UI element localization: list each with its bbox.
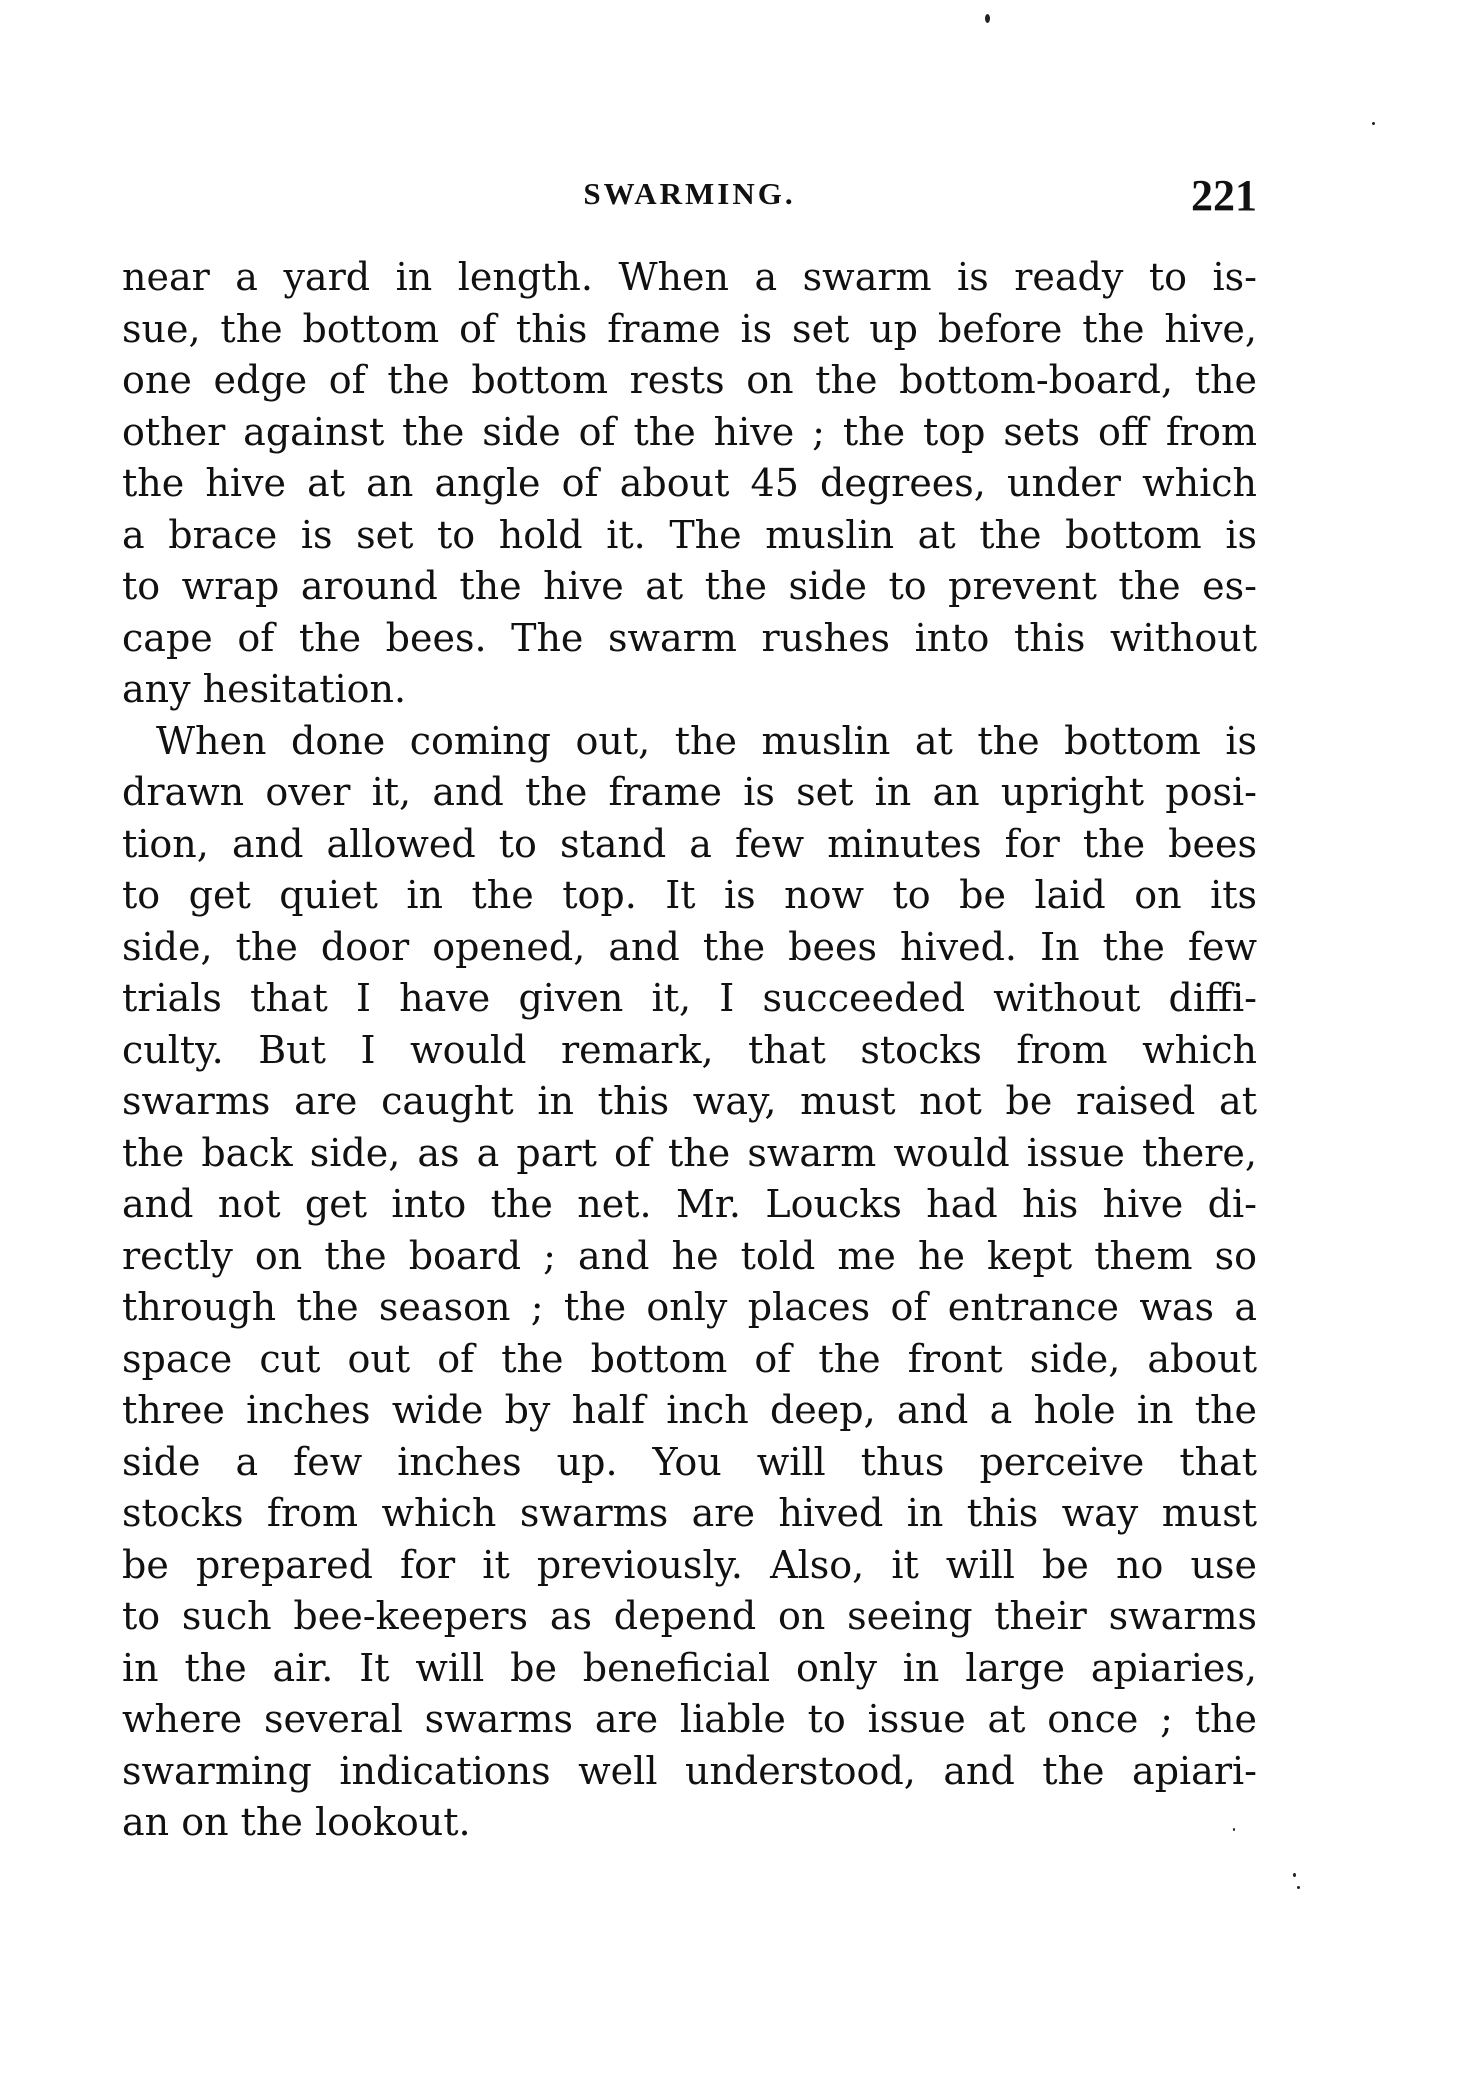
text-line: rectly on the board ; and he told me he kept them so <box>122 1233 1257 1278</box>
text-line: culty. But I would remark, that stocks from which <box>122 1027 1257 1072</box>
text-line: any hesitation. <box>122 667 407 711</box>
ink-speck <box>1293 1873 1296 1877</box>
text-line: the hive at an angle of about 45 degrees, under which <box>122 461 1257 505</box>
text-line: trials that I have given it, I succeeded without diffi- <box>122 976 1257 1020</box>
text-line: swarms are caught in this way, must not be raised at <box>122 1079 1257 1123</box>
text-line: an on the lookout. <box>122 1800 471 1844</box>
text-line: where several swarms are liable to issue at once ; the <box>122 1697 1257 1741</box>
text-line: cape of the bees. The swarm rushes into this without <box>122 615 1257 660</box>
text-line: three inches wide by half inch deep, and a hole in the <box>122 1388 1257 1432</box>
text-line: one edge of the bottom rests on the bottom-board, the <box>122 358 1257 402</box>
text-line: space cut out of the bottom of the front side, about <box>122 1336 1257 1381</box>
text-line: to get quiet in the top. It is now to be laid on its <box>122 873 1257 917</box>
text-line: drawn over it, and the frame is set in an upright posi- <box>122 770 1257 814</box>
text-line: other against the side of the hive ; the top sets off from <box>122 409 1257 454</box>
text-line: tion, and allowed to stand a few minutes for the bees <box>122 821 1257 866</box>
text-line: and not get into the net. Mr. Loucks had his hive di- <box>122 1182 1257 1226</box>
body-text <box>122 252 1257 1849</box>
text-line: in the air. It will be beneficial only in large apiaries, <box>122 1645 1257 1690</box>
text-line: to such bee-keepers as depend on seeing their swarms <box>122 1594 1257 1638</box>
paragraph <box>122 252 1257 716</box>
ink-speck <box>1297 1886 1300 1889</box>
text-line: the back side, as a part of the swarm would issue there, <box>122 1130 1257 1175</box>
text-line: When done coming out, the muslin at the bottom is <box>156 718 1257 763</box>
text-line: side a few inches up. You will thus perceive that <box>122 1439 1257 1484</box>
text-line: side, the door opened, and the bees hived. In the few <box>122 924 1257 969</box>
running-title: SWARMING. <box>583 176 796 211</box>
text-line: to wrap around the hive at the side to prevent the es- <box>122 564 1257 608</box>
text-line: through the season ; the only places of entrance was a <box>122 1285 1257 1329</box>
page-number: 221 <box>1191 171 1257 220</box>
ink-speck <box>985 14 990 23</box>
text-line: sue, the bottom of this frame is set up before the hive, <box>122 306 1257 351</box>
paragraph <box>122 716 1257 1849</box>
text-line: near a yard in length. When a swarm is ready to is- <box>122 255 1257 299</box>
text-line: be prepared for it previously. Also, it will be no use <box>122 1542 1257 1587</box>
text-line: swarming indications well understood, and the apiari- <box>122 1748 1257 1793</box>
text-line: a brace is set to hold it. The muslin at the bottom is <box>122 512 1257 557</box>
text-line: stocks from which swarms are hived in this way must <box>122 1491 1257 1535</box>
running-head <box>122 170 1257 230</box>
ink-speck <box>1372 122 1375 125</box>
